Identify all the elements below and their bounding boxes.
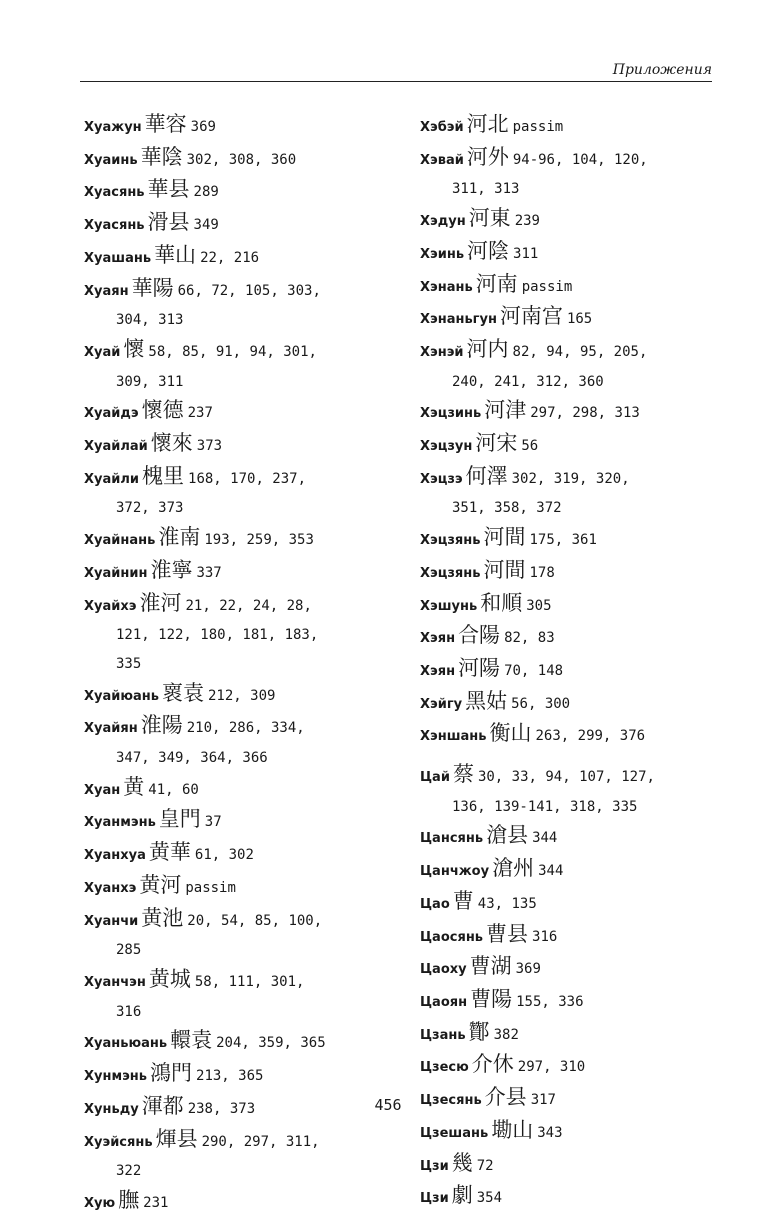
index-group-c <box>420 760 720 1214</box>
index-entry <box>84 904 394 937</box>
index-entry <box>84 965 394 998</box>
entry-pages: 22, 216 <box>200 249 260 266</box>
index-entry <box>420 821 720 854</box>
entry-hanzi: 華容 <box>144 112 187 136</box>
index-column-right <box>420 110 720 1214</box>
entry-pages: 316 <box>532 928 558 945</box>
index-column-left <box>84 110 394 1219</box>
index-entry <box>420 719 720 752</box>
entry-term: Хуанхуа <box>84 848 146 864</box>
entry-hanzi: 黄河 <box>139 872 182 897</box>
index-entry <box>420 110 720 143</box>
entry-pages: 231 <box>143 1194 169 1211</box>
entry-hanzi: 滑县 <box>147 210 190 235</box>
entry-term: Цаоян <box>420 994 468 1010</box>
entry-term: Хуанхэ <box>84 880 137 896</box>
index-entry <box>420 854 720 887</box>
index-entry <box>420 556 720 589</box>
entry-hanzi: 皇門 <box>158 807 201 832</box>
entry-term: Хэцзинь <box>420 406 482 422</box>
group-gap <box>420 752 720 760</box>
entry-term: Цансянь <box>420 831 484 847</box>
entry-hanzi: 懷來 <box>150 431 193 456</box>
entry-pages: 82, 83 <box>504 630 555 647</box>
entry-hanzi: 河南 <box>475 271 518 296</box>
entry-pages: 344 <box>532 830 558 847</box>
index-entry <box>420 237 720 270</box>
entry-term: Хэйгу <box>420 696 463 712</box>
entry-hanzi: 華陰 <box>140 144 183 169</box>
entry-term: Хэшунь <box>420 598 478 614</box>
entry-pages: 61, 302 <box>194 847 254 864</box>
index-entry <box>84 805 394 838</box>
entry-pages: 58, 111, 301, <box>194 973 305 990</box>
entry-term: Хэцзянь <box>420 565 481 581</box>
entry-pages: 212, 309 <box>208 687 276 704</box>
entry-term: Хуайян <box>84 721 138 737</box>
entry-hanzi: 華山 <box>154 242 197 267</box>
entry-pages: passim <box>185 879 236 896</box>
entry-term: Хуасянь <box>84 185 145 201</box>
entry-term: Хэян <box>420 631 456 647</box>
entry-term: Хуайлай <box>84 439 148 455</box>
entry-pages: 337 <box>196 564 222 581</box>
entry-pages: 239 <box>514 213 540 230</box>
index-entry <box>420 1050 720 1083</box>
entry-term: Хуан <box>84 782 121 798</box>
index-entry <box>84 523 394 556</box>
entry-term: Хуаинь <box>84 152 138 168</box>
entry-term: Хэян <box>420 663 456 679</box>
entry-hanzi: 鴻門 <box>150 1061 193 1086</box>
index-entry <box>420 1116 720 1149</box>
entry-hanzi: 河南宫 <box>499 304 563 329</box>
index-entry <box>84 1186 394 1219</box>
entry-hanzi: 墈山 <box>491 1117 534 1142</box>
index-entry <box>420 1181 720 1214</box>
entry-hanzi: 河外 <box>466 144 509 169</box>
entry-hanzi: 介休 <box>471 1052 514 1077</box>
entry-pages: 37 <box>204 814 222 831</box>
index-entry <box>420 621 720 654</box>
index-entry <box>420 1149 720 1182</box>
entry-pages: 175, 361 <box>529 532 597 549</box>
entry-hanzi: 黄 <box>123 774 145 799</box>
entry-term: Цаоху <box>420 962 467 978</box>
entry-term: Цзешань <box>420 1125 489 1141</box>
entry-pages: 21, 22, 24, 28, <box>185 597 312 614</box>
entry-hanzi: 河津 <box>484 398 527 423</box>
entry-term: Хэцзянь <box>420 533 481 549</box>
index-entry <box>420 270 720 303</box>
entry-pages: 263, 299, 376 <box>535 728 646 745</box>
entry-term: Цзи <box>420 1191 449 1207</box>
index-entry <box>420 302 720 335</box>
index-entry <box>420 687 720 720</box>
entry-pages: 168, 170, 237, <box>188 470 307 487</box>
index-entry <box>420 887 720 920</box>
index-group-he <box>420 110 720 752</box>
entry-hanzi: 褱袁 <box>162 680 204 705</box>
entry-pages: 58, 85, 91, 94, 301, <box>148 343 317 360</box>
entry-term: Цзань <box>420 1027 466 1043</box>
entry-term: Хэинь <box>420 246 465 262</box>
entry-term: Цаосянь <box>420 929 484 945</box>
entry-term: Хуаньюань <box>84 1036 168 1052</box>
entry-pages: 302, 319, 320, <box>511 470 630 487</box>
index-entry <box>84 1125 394 1158</box>
index-entry <box>84 208 394 241</box>
entry-hanzi: 蔡 <box>452 762 474 787</box>
index-entry <box>84 462 394 495</box>
entry-term: Хуашань <box>84 250 152 266</box>
index-entry <box>420 462 720 495</box>
entry-pages: 56 <box>521 438 539 455</box>
entry-continuation: 311, 313 <box>452 181 520 198</box>
entry-pages: 290, 297, 311, <box>201 1133 320 1150</box>
entry-hanzi: 河北 <box>466 112 509 136</box>
entry-term: Хую <box>84 1195 116 1211</box>
entry-term: Цанчжоу <box>420 864 490 880</box>
index-entry <box>420 985 720 1018</box>
entry-pages: 289 <box>193 184 219 201</box>
entry-pages: 349 <box>193 217 219 234</box>
entry-hanzi: 華县 <box>147 177 190 202</box>
entry-term: Хуанчи <box>84 913 139 929</box>
entry-hanzi: 合陽 <box>458 623 501 648</box>
entry-term: Хуайнин <box>84 565 148 581</box>
index-entry <box>84 143 394 176</box>
index-entry <box>84 773 394 806</box>
entry-hanzi: 黄華 <box>148 840 191 865</box>
entry-hanzi: 懷 <box>123 336 145 361</box>
index-entry <box>420 335 720 368</box>
entry-continuation: 309, 311 <box>116 373 184 390</box>
entry-pages: 94-96, 104, 120, <box>512 151 648 168</box>
entry-hanzi: 河間 <box>483 525 526 550</box>
entry-term: Хуньду <box>84 1101 139 1117</box>
entry-hanzi: 華陽 <box>131 275 174 300</box>
entry-hanzi: 淮南 <box>158 525 201 550</box>
index-entry <box>84 1026 394 1059</box>
entry-hanzi: 河間 <box>483 557 526 582</box>
entry-hanzi: 淮寧 <box>150 557 193 582</box>
running-header: Приложения <box>80 62 712 82</box>
entry-hanzi: 酇 <box>468 1019 490 1044</box>
index-entry <box>84 838 394 871</box>
entry-pages: 354 <box>476 1190 503 1207</box>
entry-hanzi: 淮陽 <box>140 713 183 738</box>
entry-term: Хуанчэн <box>84 974 146 990</box>
entry-hanzi: 曹陽 <box>470 986 513 1011</box>
index-entry <box>84 110 394 143</box>
entry-term: Хуанмэнь <box>84 815 156 831</box>
entry-hanzi: 渾都 <box>141 1093 184 1118</box>
page-number: 456 <box>374 1096 402 1114</box>
index-entry <box>420 204 720 237</box>
entry-pages: 30, 33, 94, 107, 127, <box>477 769 655 786</box>
entry-pages: 204, 359, 365 <box>216 1035 326 1052</box>
entry-term: Цай <box>420 770 450 786</box>
entry-term: Хуайнань <box>84 533 156 549</box>
index-entry <box>420 760 720 793</box>
entry-hanzi: 懷德 <box>141 398 184 423</box>
entry-hanzi: 黄城 <box>148 966 191 991</box>
entry-continuation: 316 <box>116 1003 142 1020</box>
index-entry <box>420 1018 720 1051</box>
entry-hanzi: 曹县 <box>486 921 529 946</box>
entry-pages: 382 <box>493 1026 519 1043</box>
index-entry <box>84 335 394 368</box>
entry-term: Хэнаньгун <box>420 312 497 328</box>
entry-hanzi: 曹 <box>452 888 474 913</box>
entry-pages: passim <box>521 278 573 295</box>
entry-hanzi: 和順 <box>480 590 523 615</box>
entry-hanzi: 膴 <box>118 1187 140 1212</box>
entry-hanzi: 河陰 <box>467 238 510 263</box>
index-entry <box>420 523 720 556</box>
entry-term: Цао <box>420 896 450 912</box>
index-entry <box>420 589 720 622</box>
index-entry <box>84 679 394 712</box>
entry-hanzi: 衡山 <box>489 721 532 746</box>
index-entry <box>84 556 394 589</box>
entry-pages: 373 <box>196 438 223 455</box>
entry-continuation: 335 <box>116 655 142 672</box>
entry-pages: 343 <box>537 1124 563 1141</box>
entry-pages: 72 <box>476 1157 494 1174</box>
entry-term: Хуайюань <box>84 688 159 704</box>
entry-term: Хуаян <box>84 283 129 299</box>
entry-continuation: 285 <box>116 942 142 959</box>
entry-hanzi: 河東 <box>468 206 511 231</box>
entry-hanzi: 劇 <box>451 1183 473 1208</box>
entry-hanzi: 煇县 <box>155 1126 198 1151</box>
entry-hanzi: 介县 <box>484 1085 527 1110</box>
index-entry <box>84 429 394 462</box>
index-entry <box>420 143 720 176</box>
index-entry <box>420 952 720 985</box>
entry-term: Хэнань <box>420 279 473 295</box>
index-entry <box>84 175 394 208</box>
entry-term: Хэдун <box>420 214 466 230</box>
entry-continuation: 322 <box>116 1163 142 1180</box>
entry-continuation: 240, 241, 312, 360 <box>452 373 604 390</box>
entry-term: Хуайхэ <box>84 598 137 614</box>
index-entry <box>84 711 394 744</box>
entry-term: Хуэйсянь <box>84 1134 153 1150</box>
entry-term: Хэвай <box>420 152 464 168</box>
entry-hanzi: 槐里 <box>142 463 185 488</box>
entry-hanzi: 黑姑 <box>465 688 508 713</box>
entry-pages: passim <box>512 119 564 135</box>
entry-hanzi: 黄池 <box>141 905 184 930</box>
entry-term: Хэцзун <box>420 439 473 455</box>
entry-pages: 56, 300 <box>511 695 571 712</box>
entry-continuation: 347, 349, 364, 366 <box>116 750 268 767</box>
entry-term: Хунмэнь <box>84 1069 148 1085</box>
entry-hanzi: 滄州 <box>492 856 535 881</box>
entry-hanzi: 河宋 <box>475 431 518 456</box>
entry-pages: 369 <box>190 119 216 135</box>
entry-hanzi: 河内 <box>466 336 509 361</box>
entry-pages: 210, 286, 334, <box>186 720 305 737</box>
entry-pages: 302, 308, 360 <box>186 151 297 168</box>
entry-pages: 165 <box>566 311 593 328</box>
entry-pages: 305 <box>526 597 552 614</box>
entry-term: Хэбэй <box>420 120 464 135</box>
index-entry <box>84 241 394 274</box>
entry-term: Хэцзэ <box>420 471 463 487</box>
entry-pages: 41, 60 <box>148 781 199 798</box>
entry-hanzi: 幾 <box>451 1150 473 1175</box>
entry-continuation: 121, 122, 180, 181, 183, <box>116 627 319 644</box>
index-entry <box>420 429 720 462</box>
entry-term: Хуажун <box>84 120 142 135</box>
entry-pages: 155, 336 <box>516 993 584 1010</box>
entry-pages: 82, 94, 95, 205, <box>512 343 648 360</box>
entry-pages: 20, 54, 85, 100, <box>187 912 323 929</box>
entry-pages: 297, 310 <box>517 1059 586 1076</box>
entry-continuation: 136, 139-141, 318, 335 <box>452 798 638 815</box>
index-entry <box>420 654 720 687</box>
index-entry <box>84 589 394 622</box>
entry-hanzi: 河陽 <box>458 655 501 680</box>
entry-term: Цзи <box>420 1158 449 1174</box>
entry-term: Хуасянь <box>84 218 145 234</box>
entry-pages: 178 <box>529 564 555 581</box>
entry-pages: 213, 365 <box>196 1068 264 1085</box>
entry-pages: 297, 298, 313 <box>530 405 640 422</box>
entry-pages: 344 <box>538 863 564 880</box>
index-entry <box>84 871 394 904</box>
entry-pages: 193, 259, 353 <box>204 532 314 549</box>
entry-hanzi: 轘袁 <box>170 1028 213 1053</box>
index-entry <box>84 274 394 307</box>
entry-term: Хуайли <box>84 471 140 487</box>
entry-pages: 70, 148 <box>504 662 564 679</box>
entry-pages: 43, 135 <box>477 895 537 912</box>
entry-term: Цзесянь <box>420 1093 482 1109</box>
entry-pages: 311 <box>513 245 539 262</box>
entry-hanzi: 何澤 <box>465 463 508 488</box>
entry-term: Хэнэй <box>420 344 464 360</box>
index-entry <box>84 1059 394 1092</box>
entry-pages: 237 <box>187 405 213 422</box>
entry-pages: 317 <box>530 1092 556 1109</box>
entry-hanzi: 滄县 <box>486 823 529 848</box>
entry-pages: 66, 72, 105, 303, <box>177 282 321 299</box>
entry-pages: 238, 373 <box>187 1100 256 1117</box>
entry-term: Хэншань <box>420 729 487 745</box>
entry-pages: 369 <box>515 961 541 978</box>
index-entry <box>420 396 720 429</box>
entry-term: Цзесю <box>420 1060 469 1076</box>
entry-continuation: 351, 358, 372 <box>452 500 562 517</box>
entry-continuation: 372, 373 <box>116 500 184 517</box>
index-entry <box>420 920 720 953</box>
entry-term: Хуай <box>84 344 121 360</box>
entry-hanzi: 淮河 <box>139 590 182 615</box>
entry-continuation: 304, 313 <box>116 312 184 329</box>
entry-term: Хуайдэ <box>84 406 139 422</box>
index-entry <box>84 396 394 429</box>
entry-hanzi: 曹湖 <box>469 954 512 979</box>
